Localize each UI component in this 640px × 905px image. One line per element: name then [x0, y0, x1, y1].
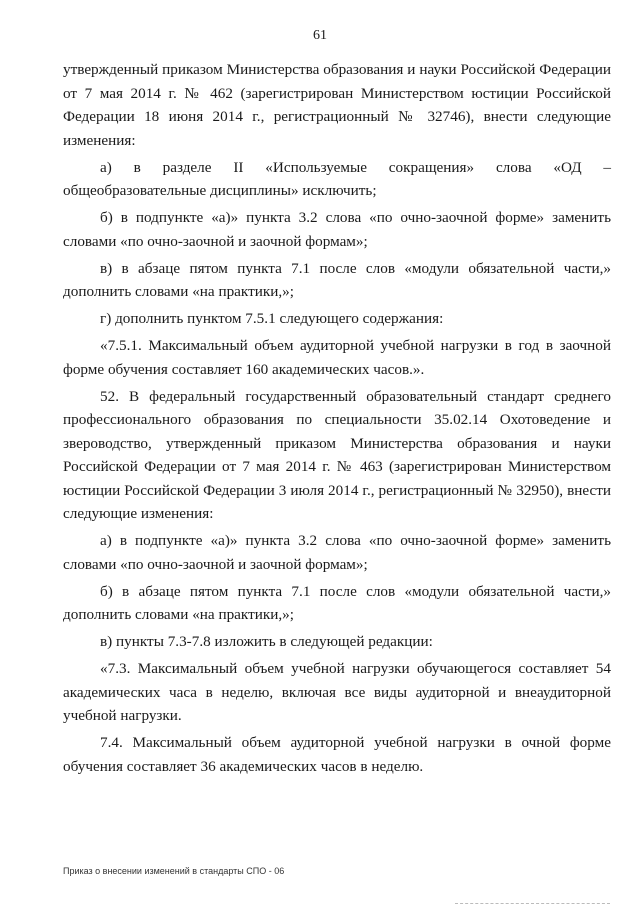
paragraph: утвержденный приказом Министерства образования и науки Российской Федерации от 7 мая 2014 г. № 462 (зарегистрирован Министерством юстиции Российской Федерации 18 июня 2014 г., регистрационный № 32746), внести следующие изменения:	[63, 61, 611, 149]
paragraph: в) в абзаце пятом пункта 7.1 после слов «модули обязательной части,» дополнить словами «на практики,»;	[63, 259, 611, 300]
scan-edge-mark	[455, 903, 610, 904]
document-body	[63, 58, 611, 782]
paragraph: а) в подпункте «а)» пункта 3.2 слова «по очно-заочной форме» заменить словами «по очно-заочной и заочной формам»;	[63, 532, 611, 573]
paragraph: б) в подпункте «а)» пункта 3.2 слова «по очно-заочной форме» заменить словами «по очно-заочной и заочной формам»;	[63, 209, 611, 250]
paragraph: в) пункты 7.3-7.8 изложить в следующей редакции:	[100, 633, 433, 650]
paragraph: а) в разделе II «Используемые сокращения» слова «ОД – общеобразовательные дисциплины» исключить;	[63, 158, 611, 199]
page-number: 61	[313, 28, 327, 43]
paragraph: 7.4. Максимальный объем аудиторной учебной нагрузки в очной форме обучения составляет 36 академических часов в неделю.	[63, 734, 611, 775]
footer-note: Приказ о внесении изменений в стандарты СПО - 06	[63, 866, 285, 876]
paragraph: 52. В федеральный государственный образовательный стандарт среднего профессионального образования по специальности 35.02.14 Охотоведение и звероводство, утвержденный приказом Министерства образования и науки Российской Федерации от 7 мая 2014 г. № 463 (зарегистрирован Министерством юстиции Российской Федерации 3 июля 2014 г., регистрационный № 32950), внести следующие изменения:	[63, 387, 611, 522]
paragraph: г) дополнить пунктом 7.5.1 следующего содержания:	[100, 310, 444, 327]
paragraph: б) в абзаце пятом пункта 7.1 после слов «модули обязательной части,» дополнить словами «на практики,»;	[63, 582, 611, 623]
paragraph: «7.3. Максимальный объем учебной нагрузки обучающегося составляет 54 академических часа в неделю, включая все виды аудиторной и внеаудиторной учебной нагрузки.	[63, 660, 611, 724]
paragraph: «7.5.1. Максимальный объем аудиторной учебной нагрузки в год в заочной форме обучения составляет 160 академических часов.».	[63, 337, 611, 378]
